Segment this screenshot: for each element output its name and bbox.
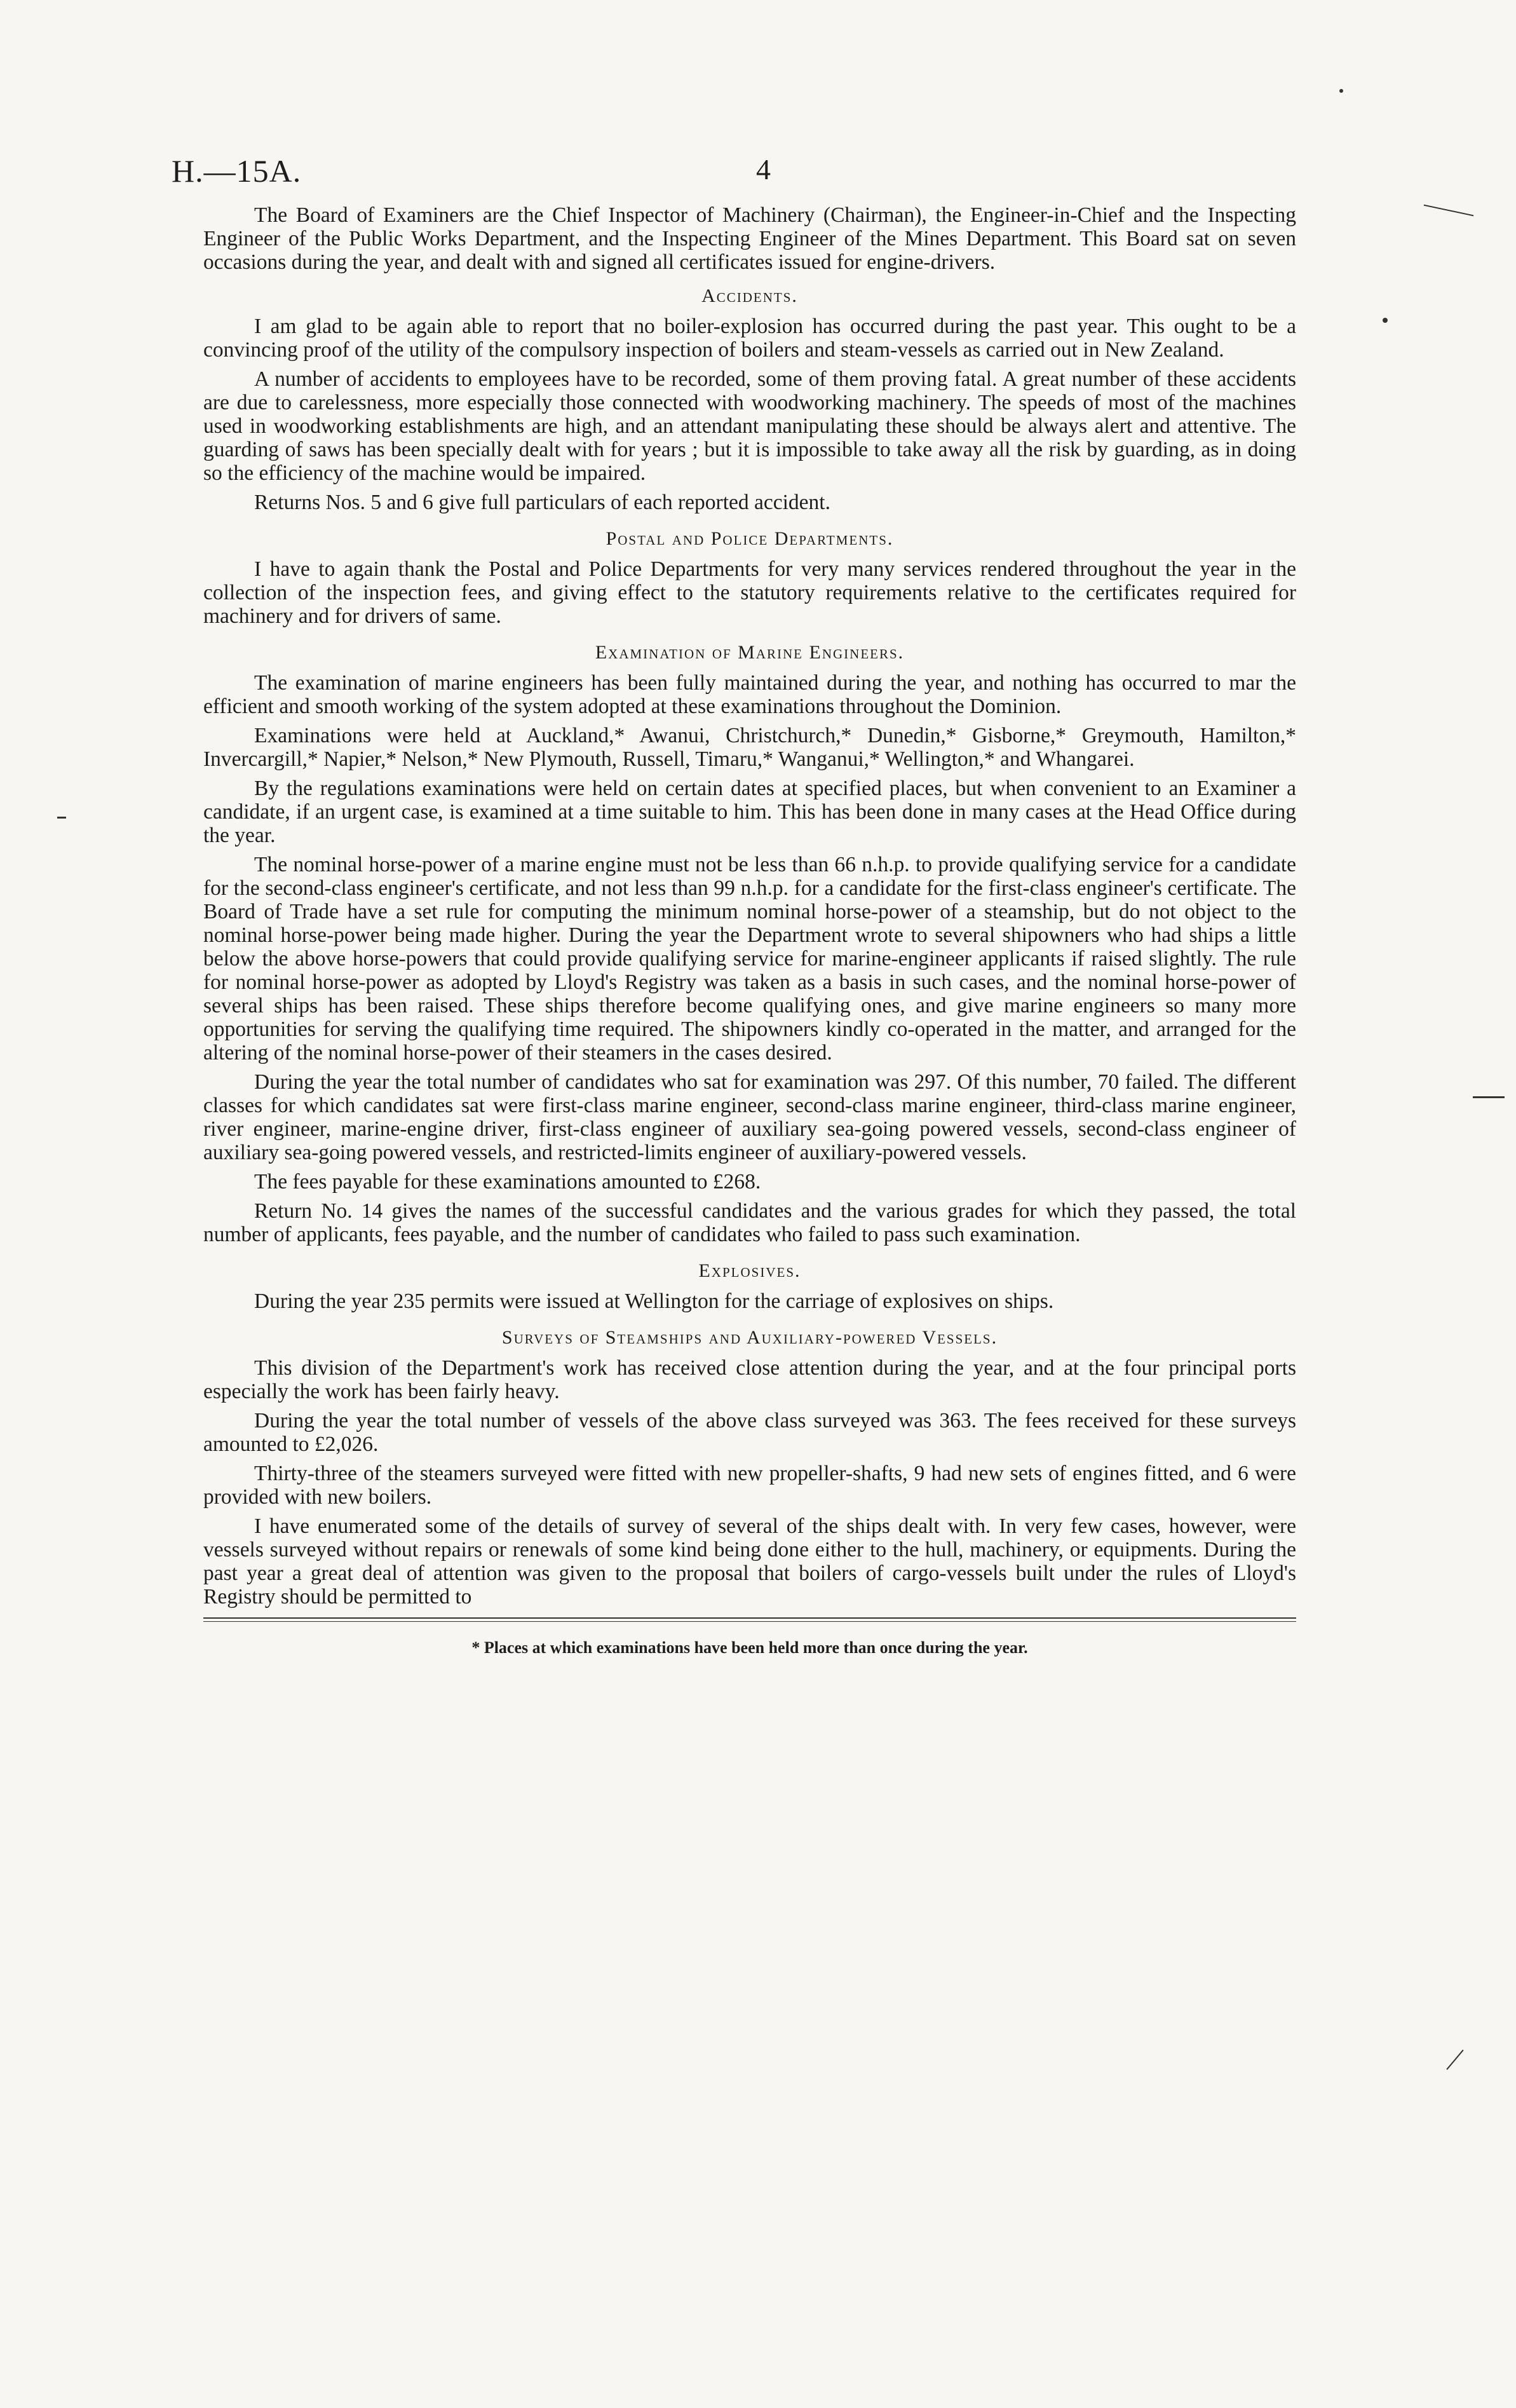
postal-paragraph-1: I have to again thank the Postal and Police Departments for very many services rendered throughout the year in the collection of the inspection fees, and giving effect to the statutory requirements relative to the certificates required for machinery and for drivers of same. (203, 557, 1296, 628)
document-page (172, 153, 1296, 1657)
surveys-paragraph-3: Thirty-three of the steamers surveyed were fitted with new propeller-shafts, 9 had new sets of engines fitted, and 6 were provided with new boilers. (203, 1462, 1296, 1509)
accidents-paragraph-2: A number of accidents to employees have to be recorded, some of them proving fatal. A great number of these accidents are due to carelessness, more especially those connected with woodworking machinery. The speeds of most of the machines used in woodworking establishments are high, and an attendant manipulating these should be always alert and attentive. The guarding of saws has been specially dealt with for years ; but it is impossible to take away all the risk by guarding, as in doing so the efficiency of the machine would be impaired. (203, 367, 1296, 485)
intro-paragraph: The Board of Examiners are the Chief Inspector of Machinery (Chairman), the Engineer-in-Chief and the Inspecting Engineer of the Public Works Department, and the Inspecting Engineer of the Mines Department. This Board sat on seven occasions during the year, and dealt with and signed all certificates issued for engine-drivers. (203, 203, 1296, 274)
marine-paragraph-2: Examinations were held at Auckland,* Awanui, Christchurch,* Dunedin,* Gisborne,* Greymouth, Hamilton,* Invercargill,* Napier,* Nelson,* New Plymouth, Russell, Timaru,* Wanganui,* Wellington,* and Whangarei. (203, 724, 1296, 771)
surveys-paragraph-4: I have enumerated some of the details of survey of several of the ships dealt with. In very few cases, however, were vessels surveyed without repairs or renewals of some kind being done either to the hull, machinery, or equipments. During the past year a great deal of attention was given to the proposal that boilers of cargo-vessels built under the rules of Lloyd's Registry should be permitted to (203, 1514, 1296, 1609)
section-heading-postal: Postal and Police Departments. (606, 528, 894, 549)
marine-paragraph-5: During the year the total number of candidates who sat for examination was 297. Of this number, 70 failed. The different classes for which candidates sat were first-class marine engineer, second-class marine engineer, third-class marine engineer, river engineer, marine-engine driver, first-class engineer of auxiliary sea-going powered vessels, second-class engineer of auxiliary sea-going powered vessels, and restricted-limits engineer of auxiliary-powered vessels. (203, 1070, 1296, 1164)
scan-mark (1383, 318, 1388, 323)
scan-mark (1339, 89, 1343, 93)
marine-paragraph-4: The nominal horse-power of a marine engine must not be less than 66 n.h.p. to provide qualifying service for a candidate for the second-class engineer's certificate, and not less than 99 n.h.p. for a candidate for the first-class engineer's certificate. The Board of Trade have a set rule for computing the minimum nominal horse-power of a steamship, but do not object to the nominal horse-power being made higher. During the year the Department wrote to several shipowners who had ships a little below the above horse-powers that could provide qualifying service for marine-engineer applicants if raised slightly. The rule for nominal horse-power as adopted by Lloyd's Registry was taken as a basis in such cases, and the nominal horse-power of several ships has been raised. These ships therefore become qualifying ones, and give marine engineers so many more opportunities for serving the qualifying time required. The shipowners kindly co-operated in the matter, and arranged for the altering of the nominal horse-power of their steamers in the cases desired. (203, 853, 1296, 1065)
accidents-paragraph-1: I am glad to be again able to report that no boiler-explosion has occurred during the past year. This ought to be a convincing proof of the utility of the compulsory inspection of boilers and steam-vessels as carried out in New Zealand. (203, 315, 1296, 362)
scan-mark (1473, 1096, 1505, 1098)
surveys-paragraph-2: During the year the total number of vessels of the above class surveyed was 363. The fees received for these surveys amounted to £2,026. (203, 1409, 1296, 1456)
surveys-paragraph-1: This division of the Department's work has received close attention during the year, and at the four principal ports especially the work has been fairly heavy. (203, 1356, 1296, 1403)
footnote-divider (203, 1617, 1296, 1619)
section-heading-explosives: Explosives. (698, 1260, 801, 1281)
scan-mark (1446, 2050, 1463, 2070)
footnote-divider-thin (203, 1621, 1296, 1622)
section-heading-surveys: Surveys of Steamships and Auxiliary-powered Vessels. (501, 1327, 998, 1348)
page-number: 4 (756, 153, 771, 186)
scan-mark (57, 817, 66, 819)
footnote: * Places at which examinations have been held more than once during the year. (471, 1638, 1028, 1657)
explosives-paragraph-1: During the year 235 permits were issued at Wellington for the carriage of explosives on ships. (254, 1289, 1054, 1313)
scan-mark (1424, 205, 1474, 217)
document-reference: H.—15A. (172, 153, 302, 189)
marine-paragraph-7: Return No. 14 gives the names of the successful candidates and the various grades for which they passed, the total number of applicants, fees payable, and the number of candidates who failed to pass such examination. (203, 1199, 1296, 1246)
marine-paragraph-3: By the regulations examinations were held on certain dates at specified places, but when convenient to an Examiner a candidate, if an urgent case, is examined at a time suitable to him. This has been done in many cases at the Head Office during the year. (203, 777, 1296, 847)
accidents-paragraph-3: Returns Nos. 5 and 6 give full particulars of each reported accident. (254, 491, 830, 514)
marine-paragraph-1: The examination of marine engineers has been fully maintained during the year, and nothing has occurred to mar the efficient and smooth working of the system adopted at these examinations throughout the Dominion. (203, 671, 1296, 718)
section-heading-marine: Examination of Marine Engineers. (595, 642, 905, 663)
section-heading-accidents: Accidents. (701, 285, 798, 306)
page-header (172, 153, 1296, 203)
marine-paragraph-6: The fees payable for these examinations amounted to £268. (254, 1170, 761, 1194)
